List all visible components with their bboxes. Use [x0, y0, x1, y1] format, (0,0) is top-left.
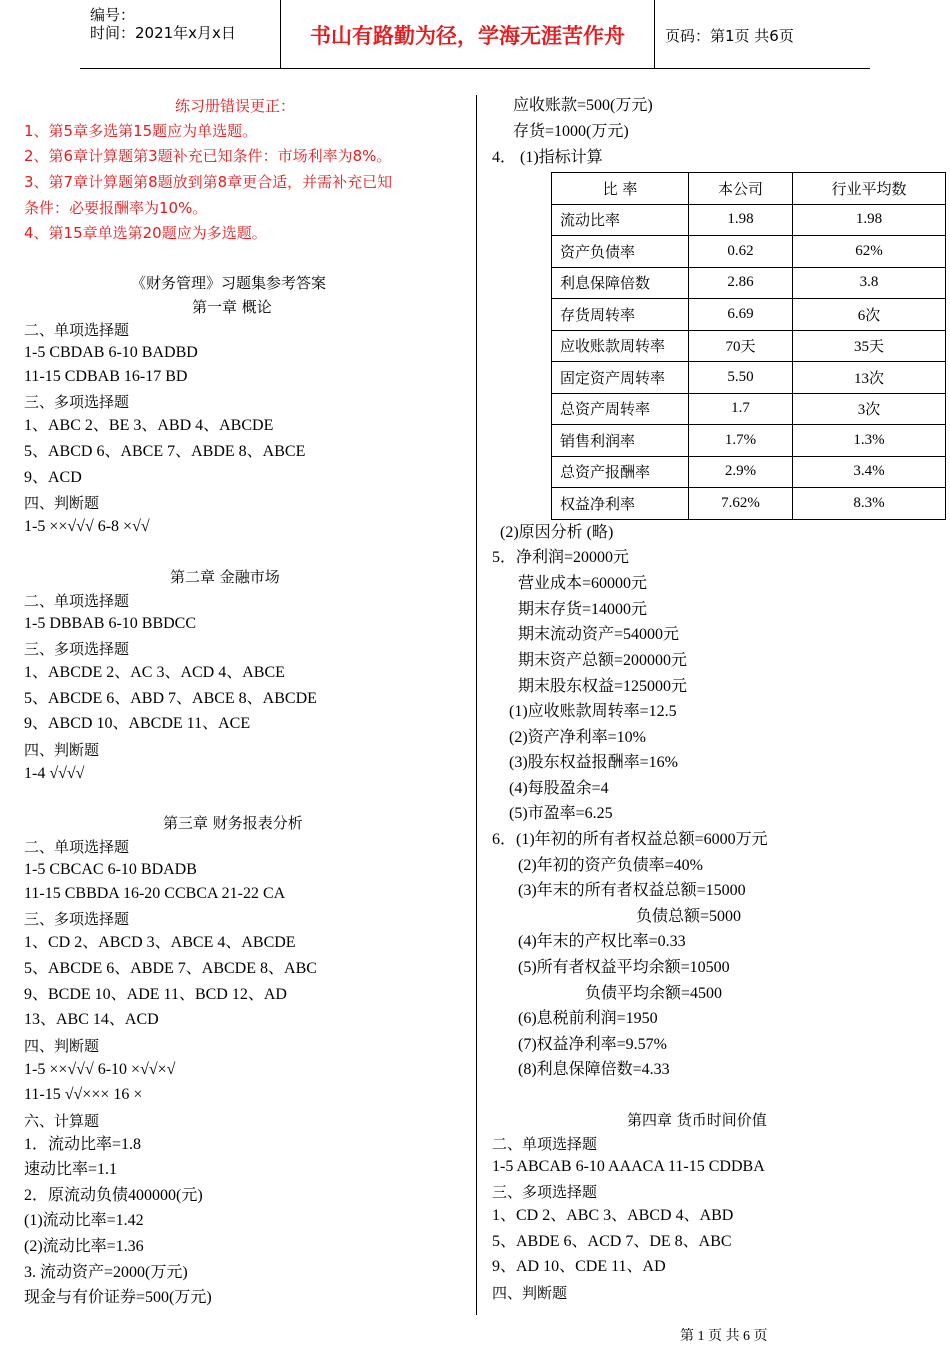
table-row [552, 299, 946, 331]
answer-line: 1、CD 2、ABC 3、ABCD 4、ABD [492, 1207, 734, 1224]
answer-line: 营业成本=60000元 [518, 575, 648, 592]
question-heading: 6．(1)年初的所有者权益总额=6000万元 [492, 831, 768, 848]
table-row [552, 362, 946, 394]
answer-line: (7)权益净利率=9.57% [518, 1036, 668, 1053]
question-heading: 5．净利润=20000元 [492, 549, 630, 566]
answer-line: 期末流动资产=54000元 [518, 626, 680, 643]
answer-line: (2)原因分析 (略) [500, 524, 614, 541]
answer-line: 1-5 ××√√√ 6-8 ×√√ [24, 518, 150, 535]
table-cell: 8.3% [793, 488, 946, 520]
answer-line: 9、ABCD 10、ABCDE 11、ACE [24, 715, 251, 732]
table-header-row [552, 173, 946, 205]
answer-line: 9、ACD [24, 469, 82, 486]
answer-line: 1-5 DBBAB 6-10 BBDCC [24, 615, 197, 632]
answer-line: 1、ABC 2、BE 3、ABD 4、ABCDE [24, 417, 274, 434]
table-cell: 1.98 [793, 204, 946, 236]
answer-line: 1-5 CBCAC 6-10 BDADB [24, 861, 197, 878]
table-cell: 固定资产周转率 [552, 362, 689, 394]
table-cell: 2.9% [689, 456, 793, 488]
section-heading: 三、多项选择题 [492, 1183, 598, 1201]
answer-line: 11-15 CBBDA 16-20 CCBCA 21-22 CA [24, 885, 286, 902]
section-heading: 二、单项选择题 [492, 1135, 598, 1153]
answer-line: 期末资产总额=200000元 [518, 652, 688, 669]
answer-line: 负债总额=5000 [636, 908, 742, 925]
page-info-text: 页码：第1页 共6页 [665, 27, 794, 45]
table-cell: 总资产周转率 [552, 393, 689, 425]
answer-line: 1．流动比率=1.8 [24, 1136, 142, 1153]
table-row [552, 330, 946, 362]
answer-line: 5、ABCD 6、ABCE 7、ABDE 8、ABCE [24, 443, 306, 460]
table-cell: 应收账款周转率 [552, 330, 689, 362]
answer-line: 期末存货=14000元 [518, 601, 648, 618]
table-cell: 1.7% [689, 425, 793, 457]
answer-line: 13、ABC 14、ACD [24, 1011, 159, 1028]
answer-line: (1)流动比率=1.42 [24, 1212, 144, 1229]
table-cell: 2.86 [689, 267, 793, 299]
section-heading: 四、判断题 [24, 1037, 100, 1055]
answer-line: 负债平均余额=4500 [585, 985, 723, 1002]
errata-title: 练习册错误更正： [175, 97, 296, 115]
answer-line: 9、AD 10、CDE 11、AD [492, 1258, 666, 1275]
header-meta [80, 0, 281, 68]
answer-line: (5)所有者权益平均余额=10500 [518, 959, 730, 976]
answer-line: (3)股东权益报酬率=16% [509, 754, 679, 771]
errata-item: 1、第5章多选第15题应为单选题。 [24, 122, 258, 140]
column-header: 本公司 [689, 173, 793, 205]
answer-line: (8)利息保障倍数=4.33 [518, 1061, 670, 1078]
answer-line: 速动比率=1.1 [24, 1161, 118, 1178]
answer-line: 1-5 ABCAB 6-10 AAACA 11-15 CDDBA [492, 1158, 765, 1175]
section-heading: 二、单项选择题 [24, 321, 130, 339]
chapter-title: 第一章 概论 [192, 298, 272, 316]
column-header: 比 率 [552, 173, 689, 205]
section-heading: 四、判断题 [492, 1284, 568, 1302]
errata-item: 3、第7章计算题第8题放到第8章更合适，并需补充已知 [24, 173, 393, 191]
answer-line: 1-4 √√√√ [24, 765, 85, 782]
section-heading: 四、判断题 [24, 741, 100, 759]
table-cell: 5.50 [689, 362, 793, 394]
table-cell: 1.98 [689, 204, 793, 236]
answer-line: 应收账款=500(万元) [513, 97, 653, 114]
motto-text: 书山有路勤为径，学海无涯苦作舟 [310, 24, 625, 48]
errata-item: 4、第15章单选第20题应为多选题。 [24, 224, 267, 242]
page-footer: 第 1 页 共 6 页 [680, 1329, 768, 1344]
table-row [552, 393, 946, 425]
section-heading: 二、单项选择题 [24, 838, 130, 856]
table-cell: 销售利润率 [552, 425, 689, 457]
page-header [80, 0, 870, 69]
answer-line: 1、ABCDE 2、AC 3、ACD 4、ABCE [24, 664, 285, 681]
table-cell: 3次 [793, 393, 946, 425]
section-heading: 四、判断题 [24, 494, 100, 512]
table-row [552, 425, 946, 457]
answer-line: 11-15 CDBAB 16-17 BD [24, 368, 188, 385]
answer-line: 期末股东权益=125000元 [518, 678, 688, 695]
answer-line: (2)资产净利率=10% [509, 729, 647, 746]
time-label: 时间：2021年x月x日 [90, 24, 236, 42]
answer-line: 5、ABCDE 6、ABDE 7、ABCDE 8、ABC [24, 960, 317, 977]
table-cell: 6.69 [689, 299, 793, 331]
table-cell: 存货周转率 [552, 299, 689, 331]
table-row [552, 456, 946, 488]
table-cell: 70天 [689, 330, 793, 362]
answer-line: (2)流动比率=1.36 [24, 1238, 144, 1255]
table-row [552, 204, 946, 236]
table-cell: 1.3% [793, 425, 946, 457]
answer-line: (3)年末的所有者权益总额=15000 [518, 882, 746, 899]
column-header: 行业平均数 [793, 173, 946, 205]
table-cell: 6次 [793, 299, 946, 331]
answer-line: (6)息税前利润=1950 [518, 1010, 658, 1027]
answer-line: 现金与有价证券=500(万元) [24, 1289, 212, 1306]
section-heading: 六、计算题 [24, 1112, 100, 1130]
table-cell: 62% [793, 236, 946, 268]
answer-line: 存货=1000(万元) [513, 123, 629, 140]
chapter-title: 第三章 财务报表分析 [163, 814, 303, 832]
answer-line: 1、CD 2、ABCD 3、ABCE 4、ABCDE [24, 934, 296, 951]
header-motto [281, 0, 655, 68]
table-cell: 35天 [793, 330, 946, 362]
table-row [552, 236, 946, 268]
answer-line: (1)应收账款周转率=12.5 [509, 703, 677, 720]
answer-line: 3. 流动资产=2000(万元) [24, 1264, 188, 1281]
table-cell: 权益净利率 [552, 488, 689, 520]
table-cell: 利息保障倍数 [552, 267, 689, 299]
question-heading: 4． (1)指标计算 [492, 149, 603, 166]
section-heading: 三、多项选择题 [24, 393, 130, 411]
ratio-table [551, 172, 946, 520]
answer-line: 11-15 √√××× 16 × [24, 1086, 143, 1103]
answer-line: (4)年末的产权比率=0.33 [518, 933, 686, 950]
header-page-info [655, 0, 870, 68]
table-cell: 总资产报酬率 [552, 456, 689, 488]
errata-item: 2、第6章计算题第3题补充已知条件：市场利率为8%。 [24, 147, 392, 165]
answer-line: (4)每股盈余=4 [509, 780, 609, 797]
table-cell: 13次 [793, 362, 946, 394]
answer-line: 9、BCDE 10、ADE 11、BCD 12、AD [24, 986, 287, 1003]
errata-item: 条件：必要报酬率为10%。 [24, 199, 208, 217]
section-heading: 二、单项选择题 [24, 592, 130, 610]
table-row [552, 267, 946, 299]
answer-line: 1-5 CBDAB 6-10 BADBD [24, 344, 198, 361]
section-heading: 三、多项选择题 [24, 640, 130, 658]
table-cell: 1.7 [689, 393, 793, 425]
table-cell: 3.8 [793, 267, 946, 299]
table-cell: 资产负债率 [552, 236, 689, 268]
answer-line: (5)市盈率=6.25 [509, 805, 613, 822]
answer-line: 2．原流动负债400000(元) [24, 1187, 203, 1204]
chapter-title: 第二章 金融市场 [170, 568, 280, 586]
column-divider [476, 95, 477, 1315]
chapter-title: 第四章 货币时间价值 [627, 1111, 767, 1129]
table-cell: 流动比率 [552, 204, 689, 236]
number-label: 编号： [90, 6, 136, 24]
table-cell: 3.4% [793, 456, 946, 488]
answer-line: (2)年初的资产负债率=40% [518, 857, 704, 874]
section-heading: 三、多项选择题 [24, 910, 130, 928]
table-cell: 0.62 [689, 236, 793, 268]
answer-line: 1-5 ××√√√ 6-10 ×√√×√ [24, 1061, 176, 1078]
answer-line: 5、ABDE 6、ACD 7、DE 8、ABC [492, 1233, 732, 1250]
book-title: 《财务管理》习题集参考答案 [131, 274, 327, 292]
answer-line: 5、ABCDE 6、ABD 7、ABCE 8、ABCDE [24, 690, 317, 707]
table-row [552, 488, 946, 520]
table-cell: 7.62% [689, 488, 793, 520]
